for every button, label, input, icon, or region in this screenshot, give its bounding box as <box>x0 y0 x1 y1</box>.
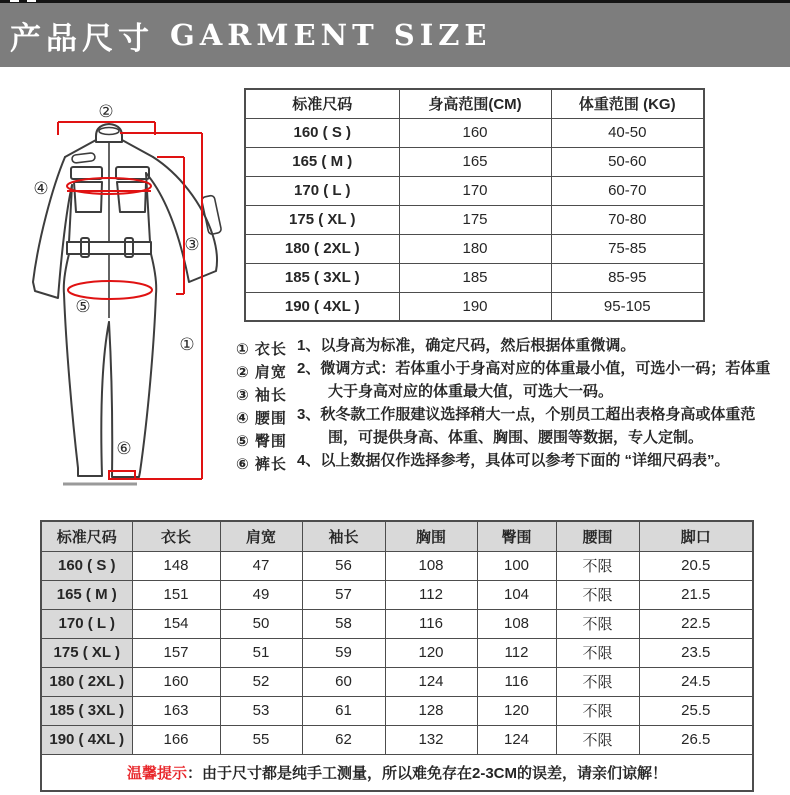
table-cell: 190 <box>399 292 551 321</box>
notice-label: 温馨提示 <box>126 764 187 782</box>
table-cell: 190 ( 4XL ) <box>245 292 399 321</box>
table-cell: 95-105 <box>551 292 704 321</box>
table-row <box>41 667 753 696</box>
column-header: 衣长 <box>132 521 220 551</box>
table-row <box>41 725 753 754</box>
legend-item: ③ 袖长 <box>236 387 287 404</box>
table-cell: 62 <box>302 725 385 754</box>
legend-item: ⑥ 裤长 <box>236 456 287 473</box>
measurement-legend <box>236 338 287 476</box>
legend-item: ④ 腰围 <box>236 410 287 427</box>
table-cell: 116 <box>477 667 556 696</box>
top-edge-mark <box>10 0 19 2</box>
table-cell: 47 <box>220 551 302 580</box>
table-cell: 50-60 <box>551 147 704 176</box>
table-cell: 22.5 <box>639 609 753 638</box>
callout-pants-icon: ⑥ <box>116 439 132 459</box>
column-header: 脚口 <box>639 521 753 551</box>
table-cell: 不限 <box>556 667 639 696</box>
table-cell: 160 <box>399 118 551 147</box>
notice-cell <box>41 754 753 791</box>
table-cell: 100 <box>477 551 556 580</box>
table-cell: 51 <box>220 638 302 667</box>
table-row <box>245 147 704 176</box>
table-cell: 49 <box>220 580 302 609</box>
table-cell: 不限 <box>556 725 639 754</box>
table-cell: 165 <box>399 147 551 176</box>
note-item: 3、秋冬款工作服建议选择稍大一点，个别员工超出表格身高或体重范围，可提供身高、体重、胸围、腰围等数据，专人定制。 <box>297 406 756 446</box>
table-cell: 55 <box>220 725 302 754</box>
callout-length-icon: ① <box>179 335 195 355</box>
note-item: 4、以上数据仅作选择参考，具体可以参考下面的 “详细尺码表”。 <box>297 452 730 469</box>
table-cell: 50 <box>220 609 302 638</box>
table-cell: 53 <box>220 696 302 725</box>
column-header: 肩宽 <box>220 521 302 551</box>
table-cell: 175 ( XL ) <box>245 205 399 234</box>
table-cell: 175 ( XL ) <box>41 638 132 667</box>
callout-sleeve-icon: ③ <box>184 235 200 255</box>
notice-row <box>41 754 753 791</box>
table-cell: 165 ( M ) <box>245 147 399 176</box>
table-cell: 26.5 <box>639 725 753 754</box>
table-cell: 不限 <box>556 609 639 638</box>
table-cell: 148 <box>132 551 220 580</box>
table-cell: 120 <box>477 696 556 725</box>
table-cell: 59 <box>302 638 385 667</box>
table-cell: 190 ( 4XL ) <box>41 725 132 754</box>
table-cell: 160 <box>132 667 220 696</box>
table-cell: 23.5 <box>639 638 753 667</box>
table-row <box>245 205 704 234</box>
table-cell: 60 <box>302 667 385 696</box>
header-row <box>41 521 753 551</box>
table-row <box>41 638 753 667</box>
column-header: 胸围 <box>385 521 477 551</box>
table-row <box>41 609 753 638</box>
table-cell: 185 <box>399 263 551 292</box>
table-cell: 120 <box>385 638 477 667</box>
table-cell: 108 <box>477 609 556 638</box>
table-cell: 70-80 <box>551 205 704 234</box>
table-cell: 不限 <box>556 638 639 667</box>
table-cell: 60-70 <box>551 176 704 205</box>
table-row <box>245 176 704 205</box>
legend-item: ① 衣长 <box>236 341 287 358</box>
table-cell: 58 <box>302 609 385 638</box>
table-cell: 185 ( 3XL ) <box>245 263 399 292</box>
table-cell: 40-50 <box>551 118 704 147</box>
table-cell: 104 <box>477 580 556 609</box>
table-row <box>245 263 704 292</box>
table-cell: 180 ( 2XL ) <box>245 234 399 263</box>
legend-item: ② 肩宽 <box>236 364 287 381</box>
table-cell: 151 <box>132 580 220 609</box>
table-cell: 108 <box>385 551 477 580</box>
table-row <box>245 234 704 263</box>
table-cell: 170 <box>399 176 551 205</box>
table-cell: 不限 <box>556 551 639 580</box>
table-cell: 185 ( 3XL ) <box>41 696 132 725</box>
table-cell: 175 <box>399 205 551 234</box>
table-cell: 75-85 <box>551 234 704 263</box>
note-item: 2、微调方式：若体重小于身高对应的体重最小值，可选小一码；若体重大于身高对应的体重最大值，可选大一码。 <box>297 360 771 400</box>
column-header: 体重范围 (KG) <box>551 89 704 118</box>
table-cell: 157 <box>132 638 220 667</box>
table-cell: 180 ( 2XL ) <box>41 667 132 696</box>
column-header: 标准尺码 <box>41 521 132 551</box>
callout-shoulder-icon: ② <box>98 102 114 122</box>
table-row <box>245 292 704 321</box>
table-cell: 不限 <box>556 696 639 725</box>
table-cell: 112 <box>385 580 477 609</box>
table-cell: 170 ( L ) <box>245 176 399 205</box>
table-cell: 85-95 <box>551 263 704 292</box>
table-cell: 163 <box>132 696 220 725</box>
table-cell: 57 <box>302 580 385 609</box>
table-cell: 24.5 <box>639 667 753 696</box>
page-title-zh: 产品尺寸 <box>10 20 154 56</box>
detail-size-table <box>40 520 754 792</box>
table-cell: 21.5 <box>639 580 753 609</box>
table-cell: 160 ( S ) <box>41 551 132 580</box>
table-cell: 124 <box>385 667 477 696</box>
notice-text: ：由于尺寸都是纯手工测量，所以难免存在2-3CM的误差，请亲们谅解！ <box>187 764 668 782</box>
column-header: 身高范围(CM) <box>399 89 551 118</box>
table-row <box>41 580 753 609</box>
table-row <box>245 118 704 147</box>
legend-item: ⑤ 臀围 <box>236 433 287 450</box>
table-cell: 25.5 <box>639 696 753 725</box>
table-cell: 116 <box>385 609 477 638</box>
table-cell: 124 <box>477 725 556 754</box>
table-cell: 20.5 <box>639 551 753 580</box>
table-cell: 132 <box>385 725 477 754</box>
table-cell: 154 <box>132 609 220 638</box>
header-row <box>245 89 704 118</box>
page-title-banner <box>0 3 790 67</box>
table-cell: 不限 <box>556 580 639 609</box>
table-cell: 165 ( M ) <box>41 580 132 609</box>
note-item: 1、以身高为标准，确定尺码，然后根据体重微调。 <box>297 337 636 354</box>
table-cell: 170 ( L ) <box>41 609 132 638</box>
size-guide-table <box>244 88 705 322</box>
page-title-en: GARMENT SIZE <box>170 18 492 52</box>
table-cell: 160 ( S ) <box>245 118 399 147</box>
column-header: 标准尺码 <box>245 89 399 118</box>
column-header: 袖长 <box>302 521 385 551</box>
top-edge-mark <box>27 0 36 2</box>
table-cell: 61 <box>302 696 385 725</box>
garment-figure <box>25 78 240 503</box>
table-cell: 166 <box>132 725 220 754</box>
table-cell: 180 <box>399 234 551 263</box>
sizing-notes <box>297 334 785 472</box>
callout-waist-icon: ④ <box>33 179 49 199</box>
table-cell: 112 <box>477 638 556 667</box>
table-row <box>41 551 753 580</box>
table-cell: 128 <box>385 696 477 725</box>
table-row <box>41 696 753 725</box>
table-cell: 56 <box>302 551 385 580</box>
callout-hip-icon: ⑤ <box>75 297 91 317</box>
table-cell: 52 <box>220 667 302 696</box>
column-header: 腰围 <box>556 521 639 551</box>
column-header: 臀围 <box>477 521 556 551</box>
